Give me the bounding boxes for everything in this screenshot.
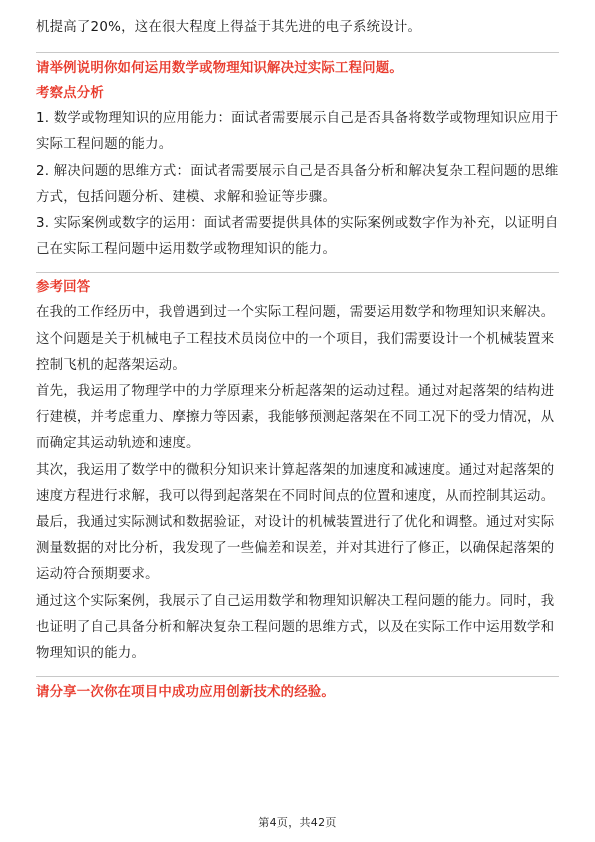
section-divider [36, 272, 559, 273]
continued-paragraph: 机提高了20%，这在很大程度上得益于其先进的电子系统设计。 [36, 20, 422, 35]
answer-paragraph: 最后，我通过实际测试和数据验证，对设计的机械装置进行了优化和调整。通过对实际测量数据的对比分析，我发现了一些偏差和误差，并对其进行了修正，以确保起落架的运动符合预期要求。 [36, 515, 555, 583]
section-divider [36, 676, 559, 677]
analysis-point: 1. 数学或物理知识的应用能力：面试者需要展示自己是否具备将数学或物理知识应用于实际工程问题的能力。 [36, 111, 559, 153]
page-number: 第4页，共42页 [258, 816, 337, 829]
answer-paragraph: 通过这个实际案例，我展示了自己运用数学和物理知识解决工程问题的能力。同时，我也证明了自己具备分析和解决复杂工程问题的思维方式，以及在实际工作中运用数学和物理知识的能力。 [36, 593, 555, 662]
answer-paragraph: 首先，我运用了物理学中的力学原理来分析起落架的运动过程。通过对起落架的结构进行建模，并考虑重力、摩擦力等因素，我能够预测起落架在不同工况下的受力情况，从而确定其运动轨迹和速度。 [36, 384, 555, 452]
answer-paragraph: 其次，我运用了数学中的微积分知识来计算起落架的加速度和减速度。通过对起落架的速度方程进行求解，我可以得到起落架在不同时间点的位置和速度，从而控制其运动。 [36, 462, 555, 504]
analysis-point: 3. 实际案例或数字的运用：面试者需要提供具体的实际案例或数字作为补充，以证明自己在实际工程问题中运用数学或物理知识的能力。 [36, 216, 559, 258]
answer-heading: 参考回答 [36, 280, 91, 296]
interview-question: 请分享一次你在项目中成功应用创新技术的经验。 [36, 685, 335, 701]
section-divider [36, 52, 559, 53]
analysis-point: 2. 解决问题的思维方式：面试者需要展示自己是否具备分析和解决复杂工程问题的思维方式，包括问题分析、建模、求解和验证等步骤。 [36, 163, 559, 205]
page-content [36, 15, 559, 706]
analysis-heading: 考察点分析 [36, 86, 104, 102]
answer-paragraph: 在我的工作经历中，我曾遇到过一个实际工程问题，需要运用数学和物理知识来解决。这个问题是关于机械电子工程技术员岗位中的一个项目，我们需要设计一个机械装置来控制飞机的起落架运动。 [36, 305, 555, 373]
interview-question: 请举例说明你如何运用数学或物理知识解决过实际工程问题。 [36, 61, 403, 77]
